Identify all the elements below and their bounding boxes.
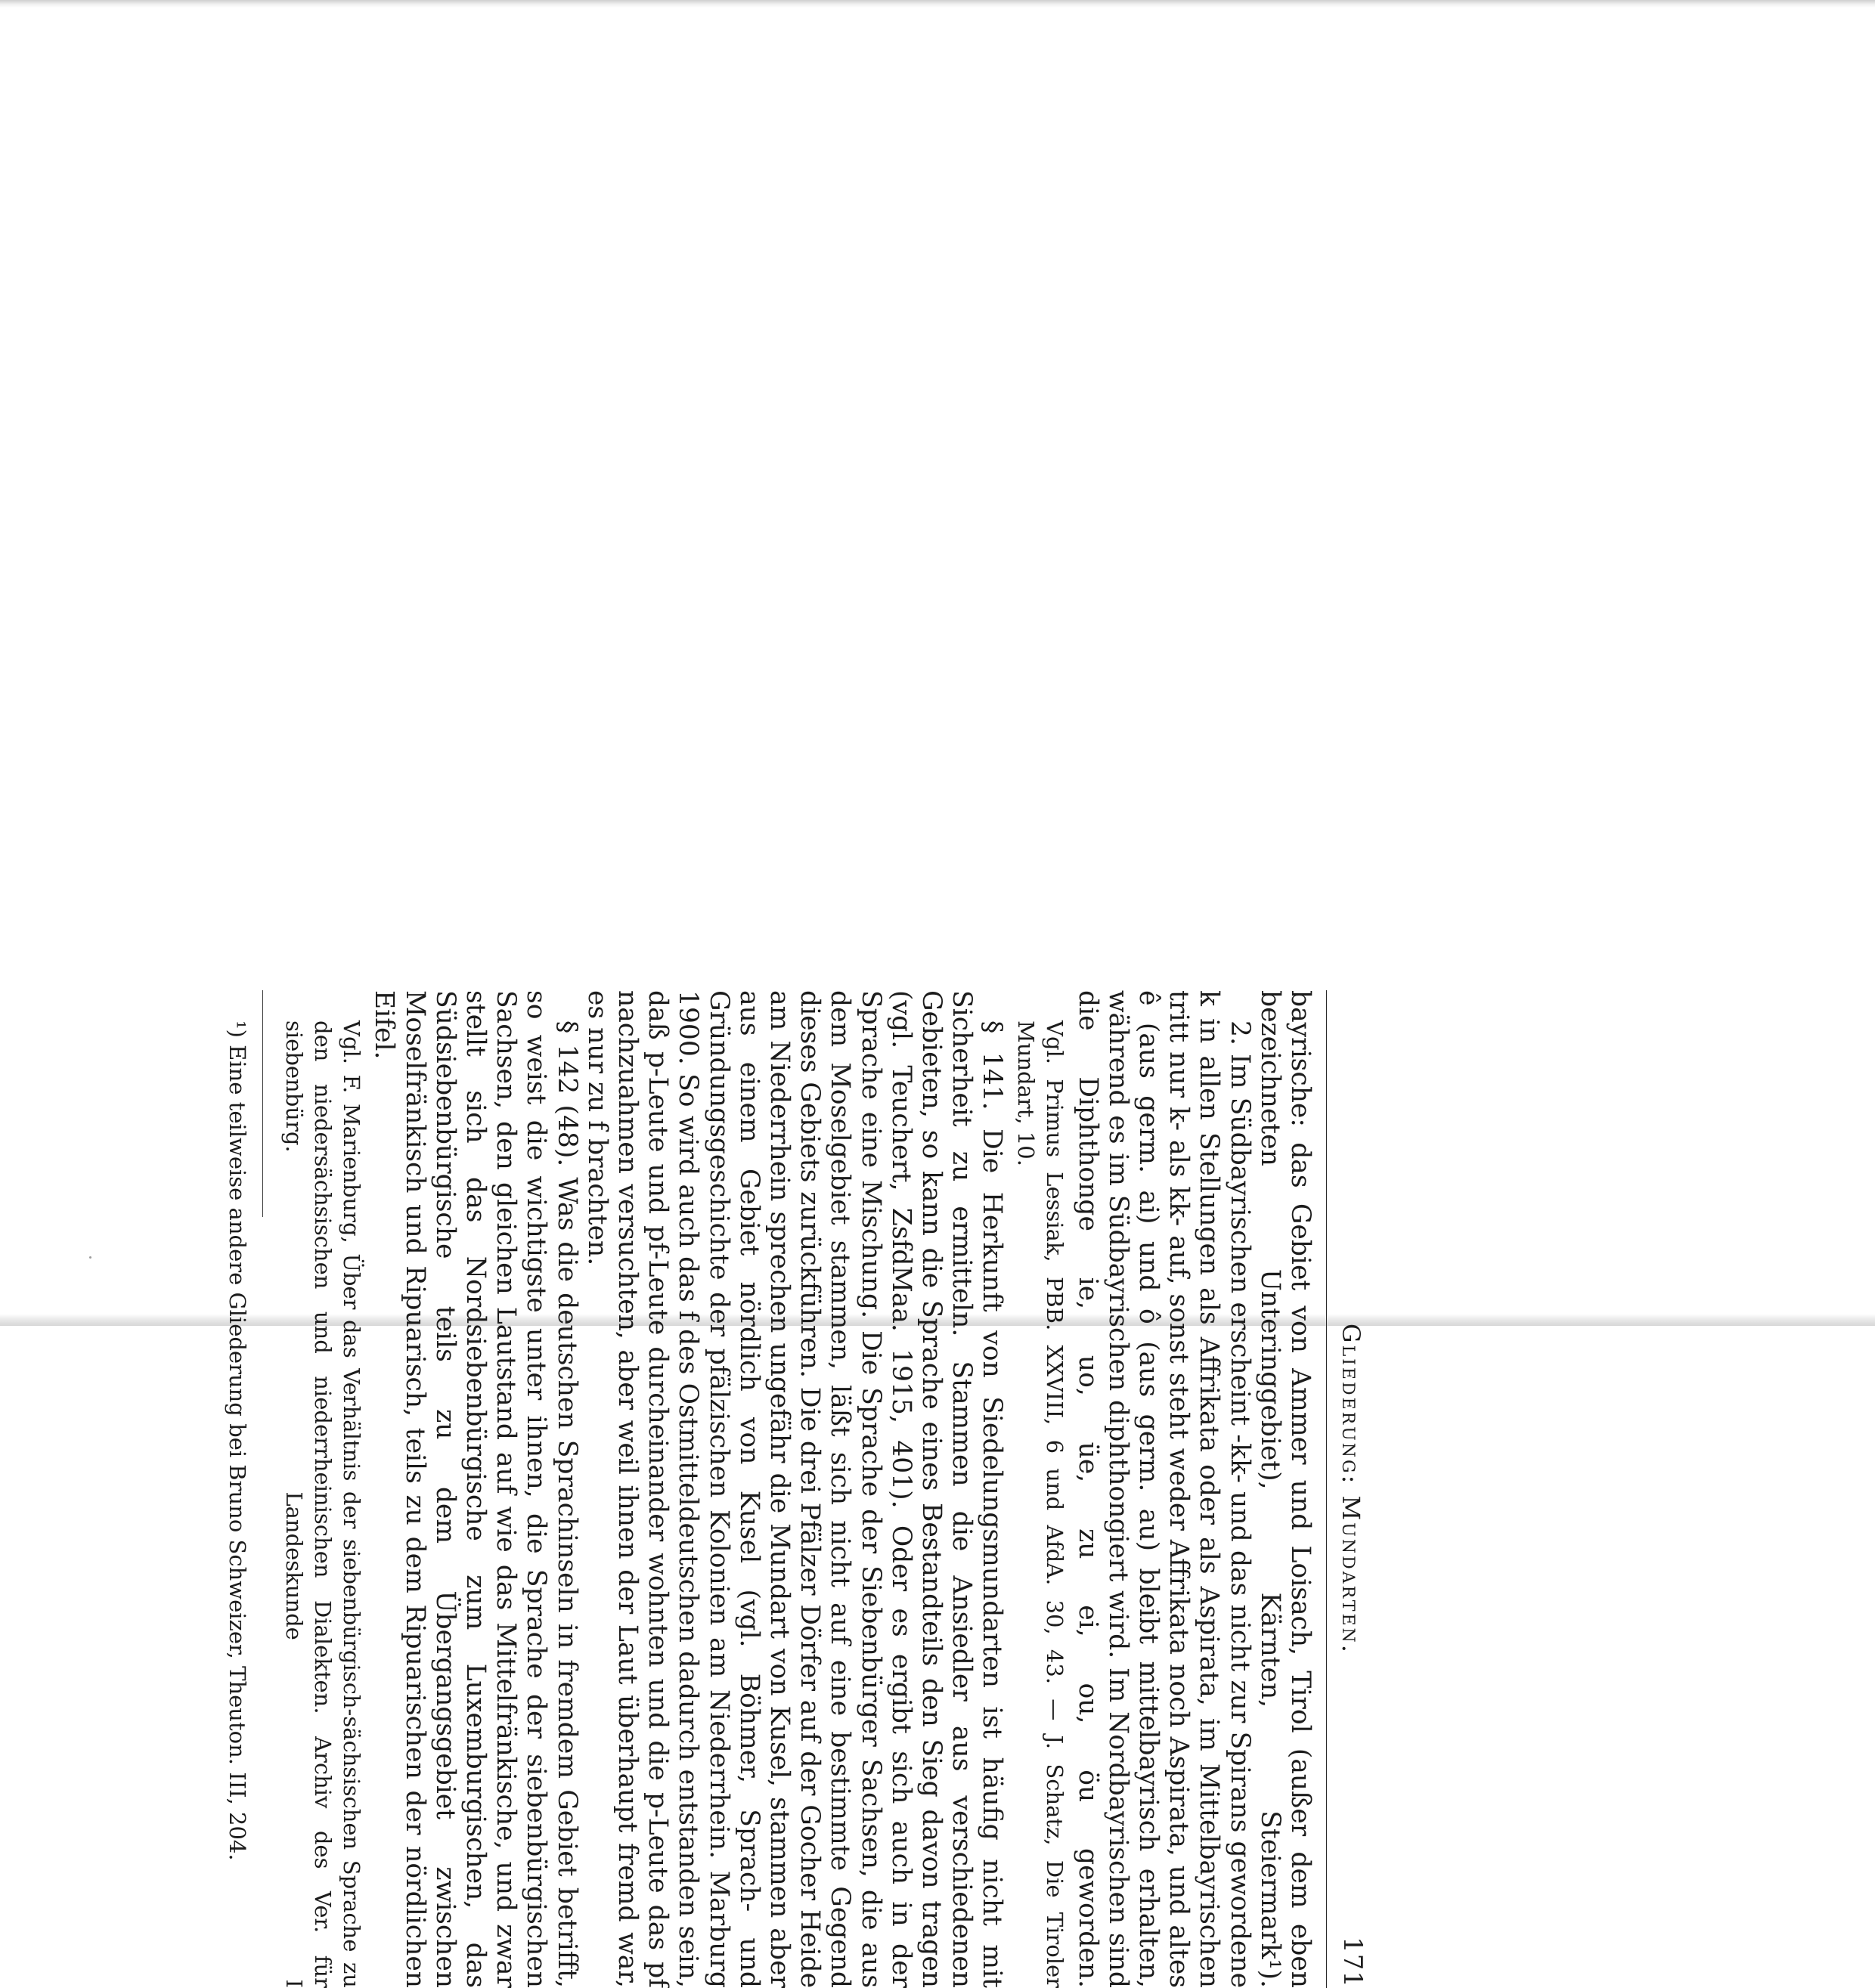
paragraph-continuation: bayrische: das Gebiet von Ammer und Loisach, Tirol (außer dem eben bezeichneten Unteringgebiet), Kärnten, Steiermark¹). [1254,990,1316,1988]
rotated-page [193,0,1372,1988]
footnote: ¹) Eine teilweise andere Gliederung bei Bruno Schweizer, Theuton. III, 204. [225,1020,251,1861]
reference-lessiak-schatz: Vgl. Primus Lessiak, PBB. XXVIII, 6 und AfdA. 30, 43. — J. Schatz, Die Tiroler Mundart, 10. [1013,1020,1068,1988]
running-head-title: Gliederung: Mundarten. [1337,1324,1365,1655]
footnote-rule [262,990,263,1217]
book-page [223,990,1372,1988]
page-number: 171 [1337,1937,1368,1988]
paragraph-section-141: § 141. Die Herkunft von Siedelungsmundarten ist häufig nicht mit Sicherheit zu ermitteln. Stammen die Ansiedler aus verschiedenen Gebieten, so kann die Sprache eines Bestandteils den Sieg davon tragen (vgl. Teuchert, ZsfdMaa. 1915, 401). Oder es ergibt sich auch in der Sprache eine Mischung. Die Sprache der Siebenbürger Sachsen, die aus dem Moselgebiet stammen, läßt sich nicht auf eine bestimmte Gegend dieses Gebiets zurückführen. Die drei Pfälzer Dörfer auf der Gocher Heide am Niederrhein sprechen ungefähr die Mundart von Kusel, stammen aber aus einem Gebiet nördlich von Kusel (vgl. Böhmer, Sprach- und Gründungsgeschichte der pfälzischen Kolonien am Niederrhein. Marburg 1900. So wird auch das f des Ostmitteldeutschen dadurch entstanden sein, daß p-Leute und pf-Leute durcheinander wohnten und die p-Leute das pf nachzuahmen versuchten, aber weil ihnen der Laut überhaupt fremd war, es nur zu f brachten. [581,990,1008,1988]
paragraph-section-142: § 142 (48). Was die deutschen Sprachinseln in fremdem Gebiet betrifft, so weist die wichtigste unter ihnen, die Sprache der siebenbürgischen Sachsen, den gleichen Lautstand auf wie das Mittelfränkische, und zwar stellt sich das Nordsiebenbürgische zum Luxemburgischen, das Südsiebenbürgische teils zu dem Übergangsgebiet zwischen Moselfränkisch und Ripuarisch, teils zu dem Ripuarischen der nördlichen Eifel. [369,990,582,1988]
reference-marienburg: Vgl. F. Marienburg, Über das Verhältnis der siebenbürgisch-sächsischen Sprache zu den niedersächsischen und niederrheinischen Dialekten. Archiv des Ver. für siebenbürg. Landeskunde I [281,1020,365,1988]
paragraph-southbavarian: 2. Im Südbayrischen erscheint -kk- und das nicht zur Spirans gewordene k in allen Stellungen als Affrikata oder als Aspirata, im Mittelbayrischen tritt nur k- als kk- auf, sonst steht weder Affrikata noch Aspirata, und altes ê (aus germ. ai) und ô (aus germ. au) bleibt mittelbayrisch erhalten, während es im Südbayrischen diphthongiert wird. Im Nordbayrischen sind die Diphthonge ie, uo, üe, zu ei, ou, öu geworden. [1072,990,1255,1988]
scan-dust-speck [89,1256,91,1259]
running-head [1327,990,1372,1988]
